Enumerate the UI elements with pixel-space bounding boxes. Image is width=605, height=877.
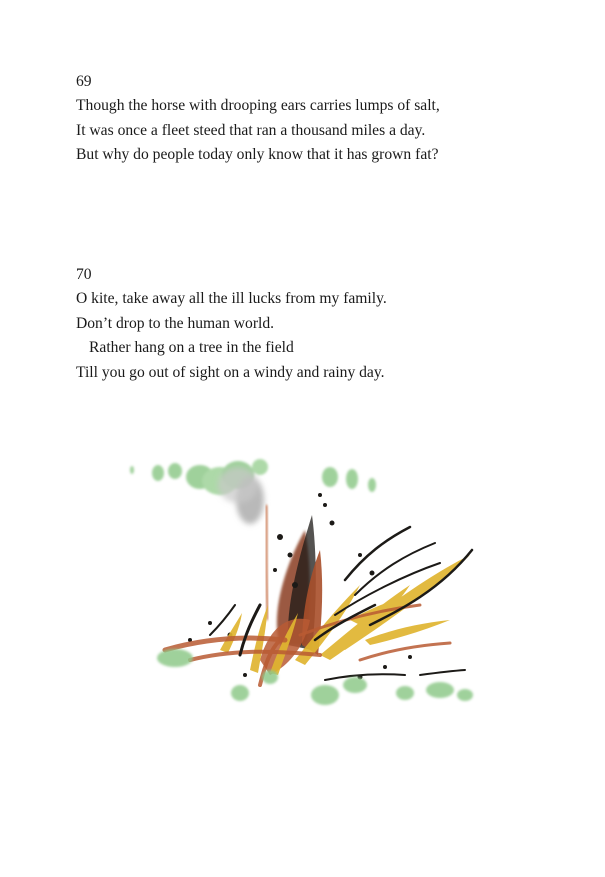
ochre-blades	[220, 555, 470, 675]
poem-line: O kite, take away all the ill lucks from my family.	[76, 290, 387, 308]
poem-line: Though the horse with drooping ears carries lumps of salt,	[76, 97, 440, 115]
poem-line: It was once a fleet steed that ran a thousand miles a day.	[76, 121, 426, 139]
poem-line: But why do people today only know that it has grown fat?	[76, 146, 439, 164]
poem-69	[76, 70, 440, 168]
ink-wash-grass-painting-icon	[120, 445, 485, 720]
poem-line: Rather hang on a tree in the field	[89, 339, 294, 357]
poem-line: Till you go out of sight on a windy and rainy day.	[76, 363, 385, 381]
poem-70	[76, 263, 387, 385]
gray-wash	[218, 467, 264, 524]
ink-strokes	[210, 527, 472, 680]
poem-number: 70	[76, 266, 92, 283]
poem-number: 69	[76, 73, 92, 90]
poem-line: Don’t drop to the human world.	[76, 314, 275, 332]
